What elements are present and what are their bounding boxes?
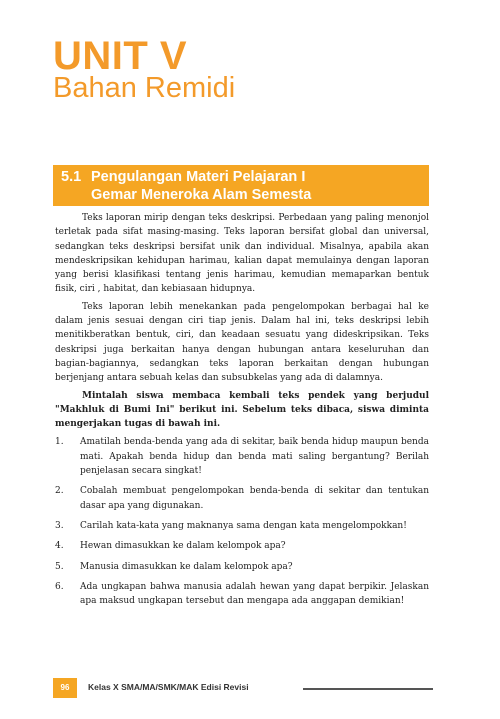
footer-divider (303, 688, 433, 690)
item-number: 6. (55, 581, 64, 592)
section-heading (53, 165, 429, 206)
item-number: 3. (55, 520, 64, 531)
list-item (55, 580, 429, 609)
item-number: 5. (55, 561, 64, 572)
paragraph: Teks laporan lebih menekankan pada pengelompokan berbagai hal ke dalam jenis sesuai dengan ciri tiap jenis. Dalam hal ini, teks deskripsi lebih menitikberatkan bentuk, ciri, dan keadaan sesuatu yang dideskripsikan. Teks deskripsi juga berkaitan hanya dengan hubungan antara keseluruhan dan bagian-bagiannya, sedangkan teks laporan berkaitan dengan hubungan berjenjang antara sebuah kelas dan subsubkelas yang ada di dalamnya. (55, 301, 429, 384)
item-text: Cobalah membuat pengelompokan benda-benda di sekitar dan tentukan dasar apa yang digunakan. (80, 486, 429, 511)
list-item (55, 539, 429, 553)
item-text: Ada ungkapan bahwa manusia adalah hewan yang dapat berpikir. Jelaskan apa maksud ungkapan tersebut dan mengapa ada anggapan demikian! (80, 581, 429, 607)
page-number: 96 (53, 678, 77, 698)
unit-title: UNIT V (53, 34, 188, 78)
section-title-line2: Gemar Meneroka Alam Semesta (91, 187, 312, 203)
list-item (55, 560, 429, 574)
item-number: 2. (55, 486, 64, 497)
footer-text: Kelas X SMA/MA/SMK/MAK Edisi Revisi (88, 682, 249, 692)
list-item (55, 519, 429, 533)
list-item (55, 435, 429, 478)
instruction-paragraph: Mintalah siswa membaca kembali teks pendek yang berjudul "Makhluk di Bumi Ini" berikut ini. Sebelum teks dibaca, siswa diminta mengerjakan tugas di bawah ini. (55, 390, 429, 430)
section-title-line1: Pengulangan Materi Pelajaran I (91, 169, 306, 185)
item-text: Manusia dimasukkan ke dalam kelompok apa? (80, 561, 293, 572)
item-number: 4. (55, 541, 64, 552)
paragraph: Teks laporan mirip dengan teks deskripsi. Perbedaan yang paling menonjol terletak pada sifat masing-masing. Teks laporan bersifat global dan universal, sedangkan teks deskripsi bersifat unik dan individual. Misalnya, apabila akan mendeskripsikan kehidupan harimau, kalian dapat memulainya dengan laporan yang berisi klasifikasi tentang jenis harimau, kemudian memaparkan bentuk fisik, ciri , habitat, dan kebiasaan hidupnya. (55, 213, 429, 295)
unit-subtitle: Bahan Remidi (53, 72, 236, 104)
list-item (55, 484, 429, 513)
item-number: 1. (55, 437, 64, 448)
page-footer (53, 678, 433, 698)
section-number: 5.1 (61, 169, 82, 185)
question-list (55, 435, 429, 608)
body-content (55, 211, 429, 614)
item-text: Carilah kata-kata yang maknanya sama dengan kata mengelompokkan! (80, 520, 407, 531)
item-text: Amatilah benda-benda yang ada di sekitar, baik benda hidup maupun benda mati. Apakah benda hidup dan benda mati saling bergantung? Berilah penjelasan secara singkat! (80, 437, 429, 477)
item-text: Hewan dimasukkan ke dalam kelompok apa? (80, 541, 286, 552)
